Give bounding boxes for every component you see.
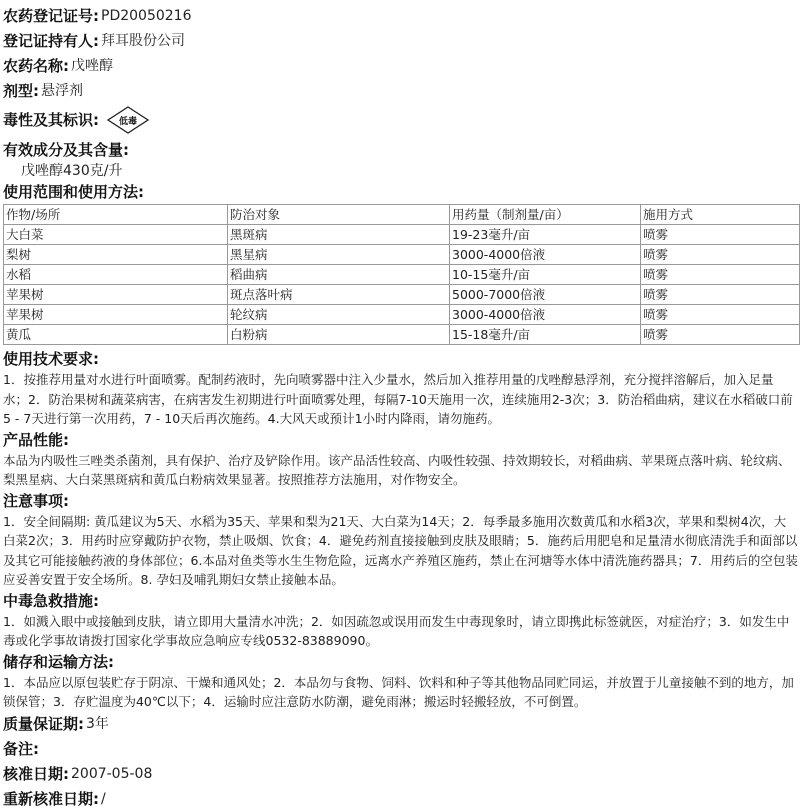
header-method: 施用方式 xyxy=(641,205,800,225)
remark-label: 备注: xyxy=(3,740,39,758)
ingredient-value: 戊唑醇430克/升 xyxy=(21,163,123,179)
storage-heading: 储存和运输方法: xyxy=(3,652,114,671)
dosage-cell: 19-23毫升/亩 xyxy=(450,225,641,245)
crop-cell: 梨树 xyxy=(4,245,228,265)
tech-requirements-text: 1．按推荐用量对水进行叶面喷雾。配制药液时，先向喷雾器中注入少量水，然后加入推荐用量的戊唑醇悬浮剂，充分搅拌溶解后，加入足量水；2．防治果树和蔬菜病害，在病害发生初期进行叶面喷雾处理，每隔7-10天施用一次，连续施用2-3次；3．防治稻曲病，建议在水稻破口前5 - 7天进行第一次用药，7 - 10天后再次施药。4.大风天或预计1小时内降雨，请勿施药。 xyxy=(3,372,793,426)
table-row xyxy=(4,265,800,285)
target-cell: 轮纹病 xyxy=(228,305,450,325)
target-cell: 斑点落叶病 xyxy=(228,285,450,305)
formulation-row xyxy=(3,78,798,103)
method-cell: 喷雾 xyxy=(641,285,800,305)
shelf-life-value: 3年 xyxy=(86,716,109,732)
pesticide-name-row xyxy=(3,53,798,78)
crop-cell: 水稻 xyxy=(4,265,228,285)
toxicity-mark-text: 低毒 xyxy=(118,117,137,127)
method-cell: 喷雾 xyxy=(641,325,800,345)
formulation-label: 剂型: xyxy=(3,81,39,100)
registration-number-label: 农药登记证号: xyxy=(3,6,99,25)
approval-date-label: 核准日期: xyxy=(3,765,69,783)
holder-label: 登记证持有人: xyxy=(3,31,99,50)
shelf-life-label: 质量保证期: xyxy=(3,715,84,733)
usage-heading: 使用范围和使用方法: xyxy=(3,183,144,201)
low-toxicity-diamond-icon xyxy=(107,106,149,134)
table-row xyxy=(4,305,800,325)
method-cell: 喷雾 xyxy=(641,265,800,285)
method-cell: 喷雾 xyxy=(641,245,800,265)
registration-number-row xyxy=(3,3,798,28)
reapproval-date-row xyxy=(3,787,798,812)
toxicity-label: 毒性及其标识: xyxy=(3,111,99,129)
formulation-value: 悬浮剂 xyxy=(41,82,83,99)
crop-cell: 苹果树 xyxy=(4,305,228,325)
first-aid-heading: 中毒急救措施: xyxy=(3,591,99,610)
shelf-life-row xyxy=(3,712,798,737)
performance-text: 本品为内吸性三唑类杀菌剂，具有保护、治疗及铲除作用。该产品活性较高、内吸性较强、持效期较长，对稻曲病、苹果斑点落叶病、轮纹病、梨黑星病、大白菜黑斑病和黄瓜白粉病效果显著。按照推荐方法施用，对作物安全。 xyxy=(3,452,791,487)
method-cell: 喷雾 xyxy=(641,305,800,325)
header-target: 防治对象 xyxy=(228,205,450,225)
reapproval-date-label: 重新核准日期: xyxy=(3,790,99,808)
holder-row xyxy=(3,28,798,53)
table-row xyxy=(4,285,800,305)
cautions-text: 1．安全间隔期: 黄瓜建议为5天、水稻为35天、苹果和梨为21天、大白菜为14天；2．每季最多施用次数黄瓜和水稻3次，苹果和梨树4次，大白菜2次；3．用药时应穿戴防护衣物，禁止吸烟、饮食；4．避免药剂直接接触到皮肤及眼睛；5．施药后用肥皂和足量清水彻底清洗手和面部以及其它可能接触药液的身体部位；6.本品对鱼类等水生生物危险，远离水产养殖区施药，禁止在河塘等水体中清洗施药器具；7．用药后的空包装应妥善安置于安全场所。8. 孕妇及哺乳期妇女禁止接触本品。 xyxy=(3,513,798,587)
crop-cell: 大白菜 xyxy=(4,225,228,245)
approval-date-row xyxy=(3,762,798,787)
performance-heading: 产品性能: xyxy=(3,430,69,449)
storage-text: 1．本品应以原包装贮存于阴凉、干燥和通风处；2．本品勿与食物、饲料、饮料和种子等其他物品同贮同运，并放置于儿童接触不到的地方，加锁保管；3．存贮温度为40℃以下；4．运输时应注意防水防潮，避免雨淋；搬运时轻搬轻放，不可倒置。 xyxy=(3,674,794,709)
dosage-cell: 15-18毫升/亩 xyxy=(450,325,641,345)
holder-value: 拜耳股份公司 xyxy=(101,32,185,49)
usage-table-header-row xyxy=(4,205,800,225)
approval-date-value: 2007-05-08 xyxy=(71,766,153,782)
target-cell: 稻曲病 xyxy=(228,265,450,285)
crop-cell: 苹果树 xyxy=(4,285,228,305)
crop-cell: 黄瓜 xyxy=(4,325,228,345)
target-cell: 白粉病 xyxy=(228,325,450,345)
header-dosage: 用药量（制剂量/亩） xyxy=(450,205,641,225)
dosage-cell: 3000-4000倍液 xyxy=(450,245,641,265)
table-row xyxy=(4,225,800,245)
registration-number-value: PD20050216 xyxy=(101,7,192,24)
target-cell: 黑斑病 xyxy=(228,225,450,245)
dosage-cell: 5000-7000倍液 xyxy=(450,285,641,305)
remark-row xyxy=(3,737,798,762)
toxicity-row xyxy=(3,103,798,137)
method-cell: 喷雾 xyxy=(641,225,800,245)
tech-requirements-heading: 使用技术要求: xyxy=(3,350,99,368)
table-row xyxy=(4,325,800,345)
reapproval-date-value: / xyxy=(101,791,106,807)
first-aid-text: 1．如溅入眼中或接触到皮肤，请立即用大量清水冲洗；2．如因疏忽或误用而发生中毒现象时，请立即携此标签就医，对症治疗；3．如发生中毒或化学事故请拨打国家化学事故应急响应专线0532-83889090。 xyxy=(3,613,790,648)
pesticide-name-label: 农药名称: xyxy=(3,56,69,75)
cautions-heading: 注意事项: xyxy=(3,491,69,510)
pesticide-name-value: 戊唑醇 xyxy=(71,57,113,74)
table-row xyxy=(4,245,800,265)
header-crop: 作物/场所 xyxy=(4,205,228,225)
target-cell: 黑星病 xyxy=(228,245,450,265)
dosage-cell: 3000-4000倍液 xyxy=(450,305,641,325)
dosage-cell: 10-15毫升/亩 xyxy=(450,265,641,285)
ingredient-heading: 有效成分及其含量: xyxy=(3,141,129,159)
usage-table xyxy=(3,204,800,345)
